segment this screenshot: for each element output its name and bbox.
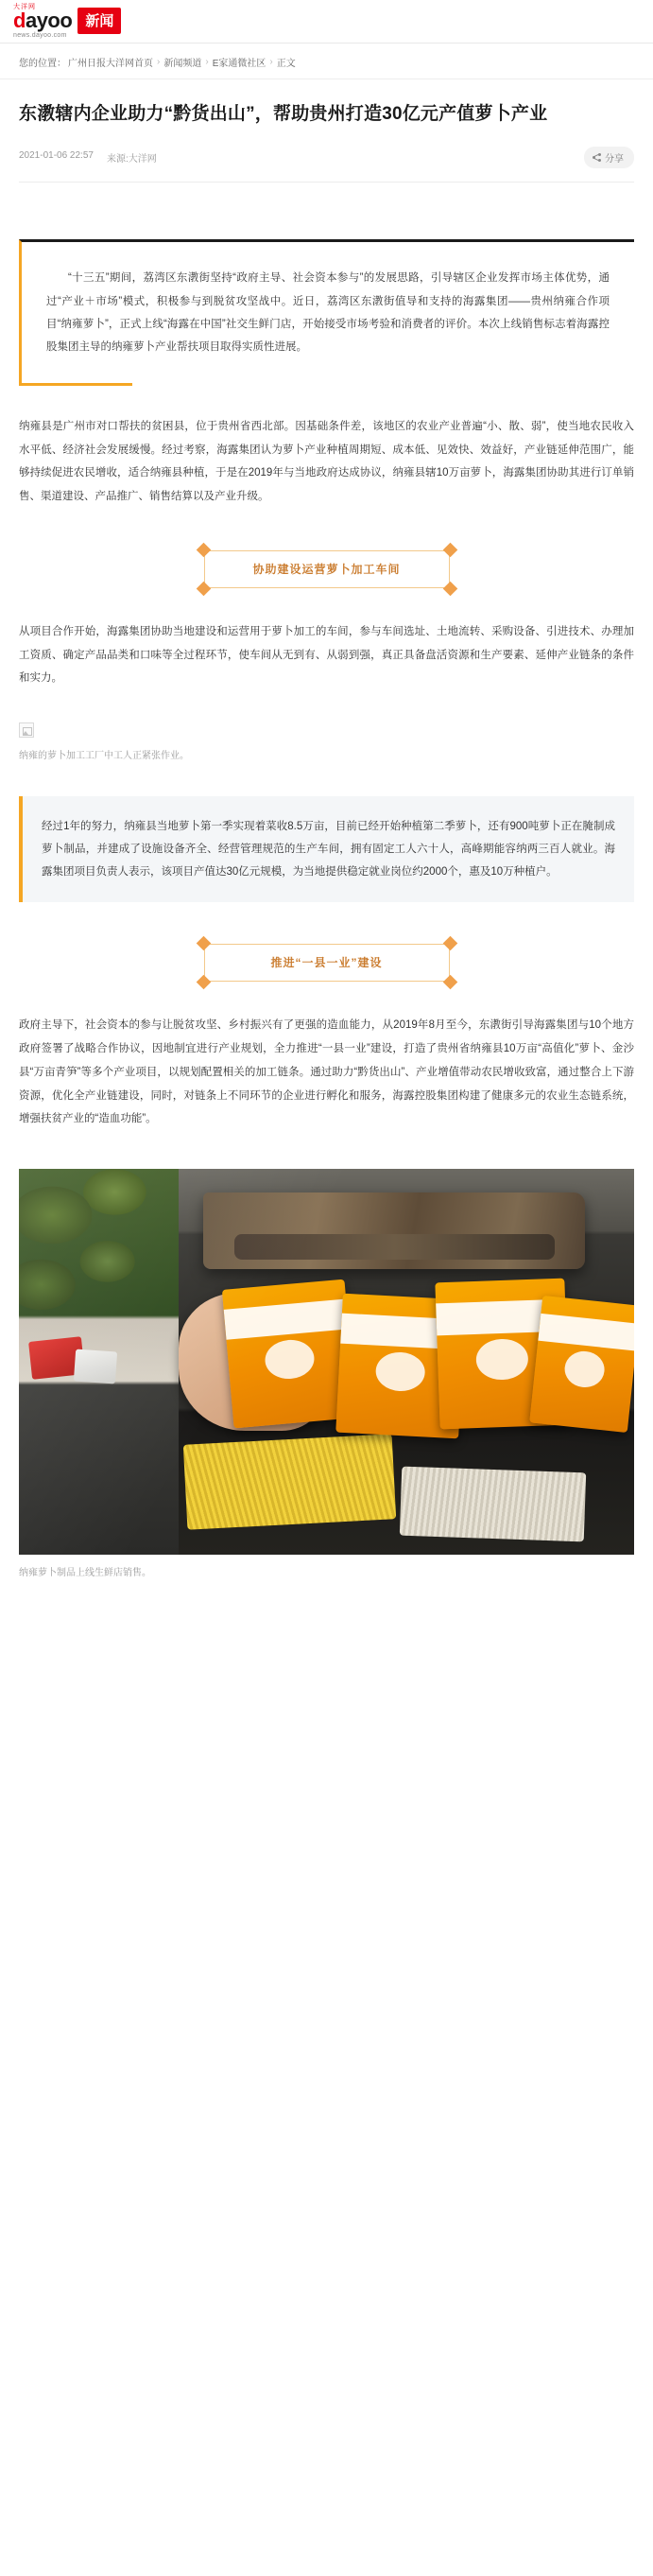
article-photo <box>19 1169 634 1555</box>
breadcrumb-item-home[interactable]: 广州日报大洋网首页 <box>68 59 153 69</box>
logo-wordmark <box>13 8 73 32</box>
image-caption-1: 纳雍的萝卜加工工厂中工人正紧张作业。 <box>19 751 189 762</box>
share-button-label: 分享 <box>605 154 624 165</box>
page-title: 东漖辖内企业助力“黔货出山”，帮助贵州打造30亿元产值萝卜产业 <box>19 104 548 124</box>
logo-chinese-name: 大洋网 <box>13 3 36 10</box>
logo-domain: news.dayoo.com <box>13 32 67 40</box>
site-header <box>0 0 653 44</box>
paragraph-2: 从项目合作开始，海露集团协助当地建设和运营用于萝卜加工的车间，参与车间选址、土地流转、采购设备、引进技术、办理加工资质、确定产品品类和口味等全过程环节，使车间从无到有、从弱到强，真正具备盘活资源和生产要素、延伸产业链条的条件和实力。 <box>19 625 634 685</box>
share-button[interactable] <box>584 147 634 168</box>
image-caption-2: 纳雍萝卜制品上线生鲜店销售。 <box>19 1568 151 1579</box>
bottom-spacer <box>19 1581 634 1619</box>
breadcrumb <box>0 44 653 79</box>
broken-image-icon-1 <box>19 722 34 738</box>
site-logo[interactable] <box>13 4 121 40</box>
breadcrumb-separator-3: › <box>269 57 273 67</box>
article-meta <box>19 147 634 182</box>
meta-divider <box>19 182 634 183</box>
logo-news-badge[interactable]: 新闻 <box>77 8 121 34</box>
highlight-box: 经过1年的努力，纳雍县当地萝卜第一季实现着菜收8.5万亩，目前已经开始种植第二季萝卜，还有900吨萝卜正在腌制成萝卜制品，并建成了设施设备齐全、经营管理规范的生产车间，拥有固定工人六十人，高峰期能容纳两三百人就业。海露集团项目负责人表示，该项目产值达30亿元规模，为当地提供稳定就业岗位约2000个，惠及10万种植户。 <box>19 796 634 902</box>
breadcrumb-separator-1: › <box>157 57 161 67</box>
breadcrumb-item-current: 正文 <box>276 59 296 69</box>
breadcrumb-label: 您的位置： <box>19 59 66 69</box>
breadcrumb-item-community[interactable]: E家通微社区 <box>212 59 266 69</box>
lead-frame <box>19 239 634 383</box>
lead-paragraph: “十三五”期间，荔湾区东漖街坚持“政府主导、社会资本参与”的发展思路，引导辖区企业发挥市场主体优势，通过“产业＋市场”模式，积极参与到脱贫攻坚战中。近日，荔湾区东漖街值导和支持的海露集团——贵州纳雍合作项目“纳雍萝卜”，正式上线“海露在中国”社交生鲜门店，开始接受市场考验和消费者的评价。本次上线销售标志着海露控股集团主导的纳雍萝卜产业帮扶项目取得实质性进展。 <box>46 272 610 353</box>
paragraph-3: 政府主导下，社会资本的参与让脱贫攻坚、乡村振兴有了更强的造血能力，从2019年8月至今，东漖街引导海露集团与10个地方政府签署了战略合作协议，因地制宜进行产业规划，全力推进“一县一业”建设，打造了贵州省纳雍县10万亩“高值化”萝卜、金沙县“万亩青笋”等多个产业项目，以规划配置相关的加工链条。通过助力“黔货出山”、产业增值带动农民增收致富，通过整合上下游资源，优化全产业链建设，同时，对链条上不同环节的企业进行孵化和服务，海露控股集团构建了健康多元的农业生态链系统，增强扶贫产业的“造血功能”。 <box>19 1019 634 1125</box>
breadcrumb-separator-2: › <box>205 57 209 67</box>
section-title-1 <box>204 550 450 588</box>
breadcrumb-item-news[interactable]: 新闻频道 <box>163 59 202 69</box>
lead-block <box>19 239 634 383</box>
share-icon <box>593 153 601 162</box>
article-body <box>0 239 653 1619</box>
logo-wordmark-rest: ayoo <box>25 8 73 32</box>
article-header <box>0 100 653 183</box>
logo-mark <box>13 4 72 40</box>
logo-wordmark-initial: d <box>13 8 26 32</box>
photo-glare-overlay <box>19 1169 634 1555</box>
article-source: 来源:大洋网 <box>106 154 157 165</box>
section-title-2 <box>204 944 450 982</box>
section-title-text-1: 协助建设运营萝卜加工车间 <box>252 562 401 576</box>
article-meta-left <box>19 150 157 165</box>
publish-time: 2021-01-06 22:57 <box>19 150 94 162</box>
section-title-text-2: 推进“一县一业”建设 <box>270 956 383 970</box>
paragraph-1: 纳雍县是广州市对口帮扶的贫困县，位于贵州省西北部。因基础条件差，该地区的农业产业普遍“小、散、弱”，使当地农民收入水平低、经济社会发展缓慢。经过考察，海露集团认为萝卜产业种植周期短、成本低、见效快、效益好，产业链延伸范围广，能够持续促进农民增收，适合纳雍县种植，于是在2019年与当地政府达成协议，纳雍县辖10万亩萝卜，海露集团协助其进行订单销售、渠道建设、产品推广、销售结算以及产业升级。 <box>19 421 634 503</box>
